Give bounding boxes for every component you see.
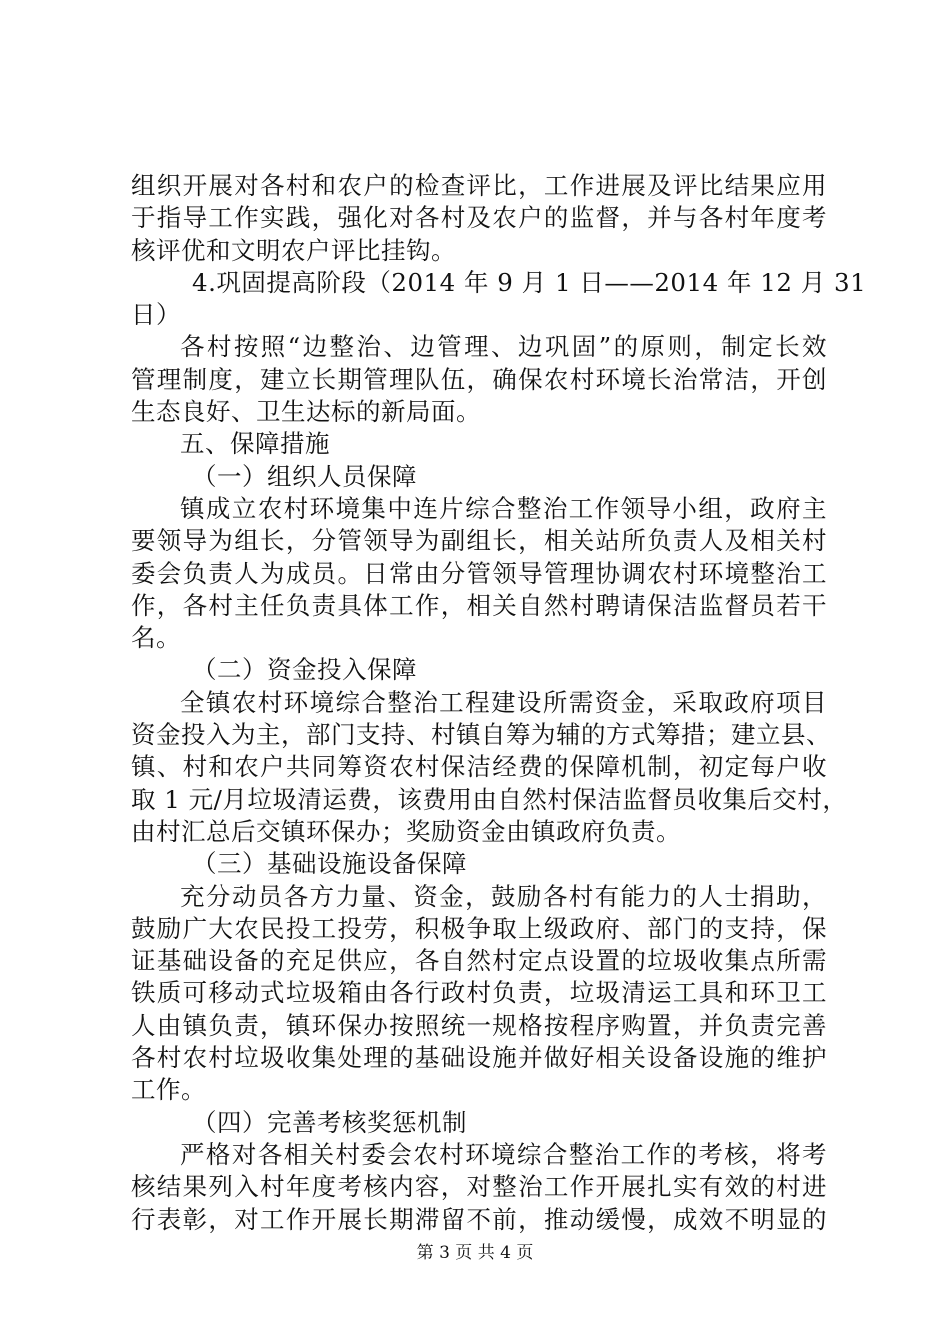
text-line: 4.巩固提高阶段（2014 年 9 月 1 日——2014 年 12 月 31: [192, 267, 867, 297]
text-line: 资金投入为主，部门支持、村镇自筹为辅的方式筹措；建立县、: [131, 720, 831, 750]
text-line: 生态良好、卫生达标的新局面。: [131, 397, 481, 427]
text-line: 严格对各相关村委会农村环境综合整治工作的考核，将考: [180, 1139, 827, 1169]
text-line: 鼓励广大农民投工投劳，积极争取上级政府、部门的支持，保: [131, 913, 827, 943]
text-line: 证基础设备的充足供应，各自然村定点设置的垃圾收集点所需: [131, 946, 827, 976]
text-line: 镇成立农村环境集中连片综合整治工作领导小组，政府主: [180, 493, 827, 523]
text-line: 取 1 元/月垃圾清运费，该费用由自然村保洁监督员收集后交村，: [131, 784, 848, 814]
page-footer: 第 3 页 共 4 页: [416, 1243, 534, 1263]
text-line: 人由镇负责，镇环保办按照统一规格按程序购置，并负责完善: [131, 1010, 827, 1040]
text-line: 铁质可移动式垃圾箱由各行政村负责，垃圾清运工具和环卫工: [131, 978, 827, 1008]
text-line: 各村按照“边整治、边管理、边巩固”的原则，制定长效: [180, 332, 827, 362]
text-line: 核结果列入村年度考核内容，对整治工作开展扎实有效的村进: [131, 1172, 827, 1202]
text-line: 全镇农村环境综合整治工程建设所需资金，采取政府项目: [180, 687, 827, 717]
text-line: 行表彰，对工作开展长期滞留不前，推动缓慢，成效不明显的: [131, 1204, 827, 1234]
text-line: 充分动员各方力量、资金，鼓励各村有能力的人士捐助，: [180, 881, 827, 911]
text-line: （一）组织人员保障: [192, 461, 417, 491]
text-line: 于指导工作实践，强化对各村及农户的监督，并与各村年度考: [131, 203, 827, 233]
text-line: 由村汇总后交镇环保办；奖励资金由镇政府负责。: [131, 816, 681, 846]
text-line: 日）: [131, 300, 181, 330]
text-line: （四）完善考核奖惩机制: [192, 1107, 467, 1137]
text-line: 镇、村和农户共同筹资农村保洁经费的保障机制，初定每户收: [131, 752, 827, 782]
text-line: 核评优和文明农户评比挂钩。: [131, 235, 456, 265]
text-line: （二）资金投入保障: [192, 655, 417, 685]
text-line: 要领导为组长，分管领导为副组长，相关站所负责人及相关村: [131, 526, 827, 556]
text-line: 工作。: [131, 1075, 206, 1105]
text-line: （三）基础设施设备保障: [192, 849, 467, 879]
text-line: 名。: [131, 623, 181, 653]
text-line: 管理制度，建立长期管理队伍，确保农村环境长治常洁，开创: [131, 364, 827, 394]
document-body: [131, 170, 867, 1236]
text-line: 委会负责人为成员。日常由分管领导管理协调农村环境整治工: [131, 558, 827, 588]
text-line: 各村农村垃圾收集处理的基础设施并做好相关设备设施的维护: [131, 1043, 827, 1073]
text-line: 组织开展对各村和农户的检查评比，工作进展及评比结果应用: [131, 171, 827, 200]
text-line: 作，各村主任负责具体工作，相关自然村聘请保洁监督员若干: [131, 590, 827, 620]
text-line: 五、保障措施: [180, 429, 330, 459]
